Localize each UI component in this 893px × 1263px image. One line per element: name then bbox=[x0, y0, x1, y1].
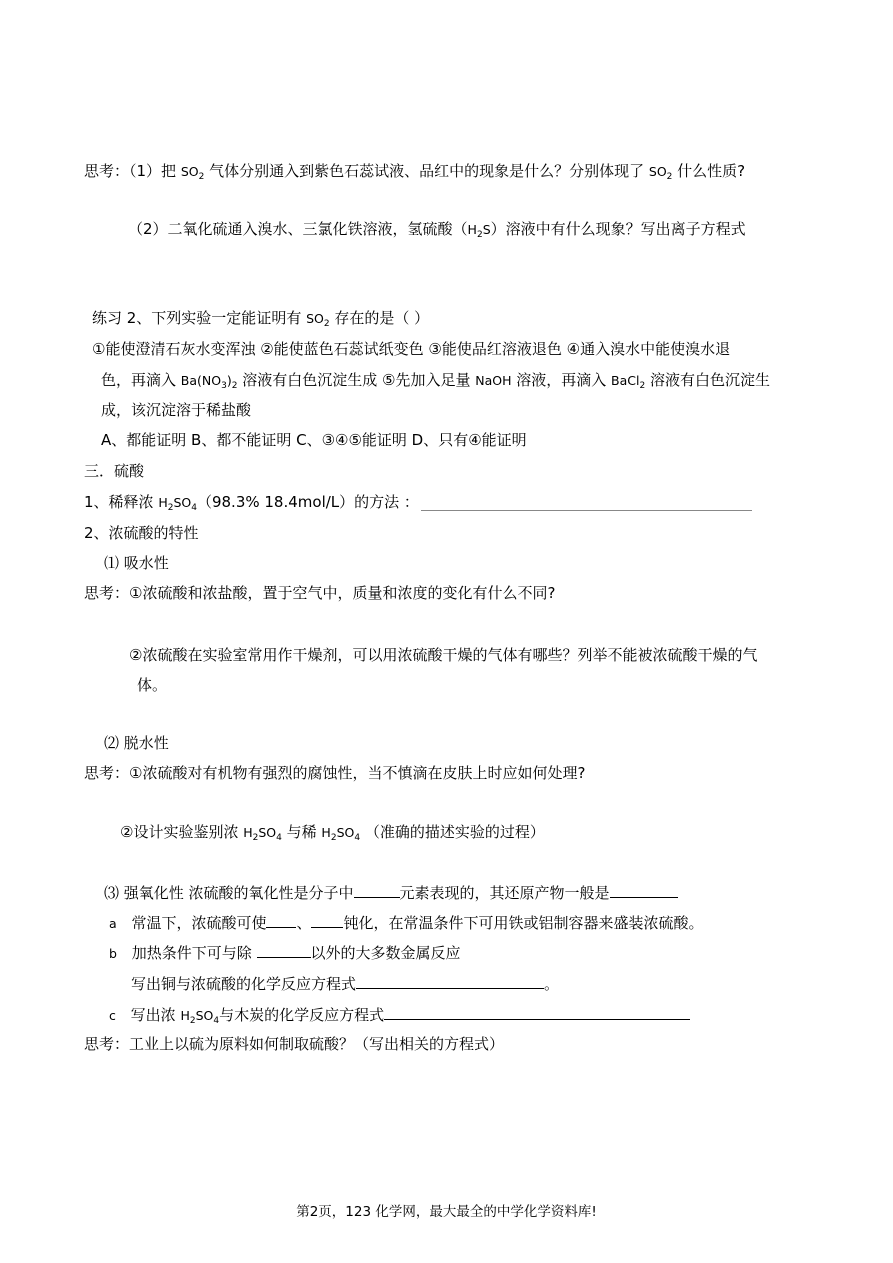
page-footer: 第2页，123 化学网，最大最全的中学化学资料库! bbox=[296, 1204, 597, 1220]
item2: 2、浓硫酸的特性 bbox=[84, 524, 199, 542]
blank-element[interactable] bbox=[354, 883, 400, 898]
item-b-equation: 写出铜与浓硫酸的化学反应方程式 。 bbox=[131, 975, 560, 993]
blank-carbon-equation[interactable] bbox=[384, 1005, 690, 1020]
exercise-options: A、都能证明 B、都不能证明 C、③④⑤能证明 D、只有④能证明 bbox=[101, 431, 527, 449]
think-a: 思考：①浓硫酸和浓盐酸，置于空气中，质量和浓度的变化有什么不同? bbox=[84, 584, 556, 602]
item-c: c 写出浓 $H_2SO_4$与木炭的化学反应方程式 bbox=[109, 1005, 690, 1026]
property-2: ⑵ 脱水性 bbox=[104, 734, 169, 752]
exercise-line2: 色，再滴入 $Ba(NO_3)_2$ 溶液有白色沉淀生成 ⑤先加入足量 NaOH 溶液，再滴入 BaCl$_2$ 溶液有白色沉淀生 bbox=[101, 371, 770, 391]
section-heading: 三．硫酸 bbox=[84, 462, 145, 480]
blank-metal-2[interactable] bbox=[311, 913, 343, 928]
think-d: ②设计实验鉴别浓 $H_2SO_4$ 与稀 $H_2SO_4$ （准确的描述实验的过程） bbox=[120, 823, 545, 843]
property-1: ⑴ 吸水性 bbox=[104, 554, 169, 572]
exercise-line3: 成，该沉淀溶于稀盐酸 bbox=[101, 401, 252, 419]
think-q2: （2）二氧化硫通入溴水、三氯化铁溶液，氢硫酸$(H_2S)$溶液中有什么现象？写出离子方程式 bbox=[128, 220, 746, 240]
item-a: a 常温下，浓硫酸可使 、 钝化，在常温条件下可用铁或铝制容器来盛装浓硫酸。 bbox=[109, 914, 704, 932]
answer-line-dilute bbox=[421, 510, 752, 511]
item1: 1、稀释浓 $H_2SO_4(98.3\%$ 18.4mol/L）的方法 ： bbox=[84, 493, 419, 513]
blank-cu-equation[interactable] bbox=[356, 974, 544, 989]
item-b: b 加热条件下可与除 以外的大多数金属反应 bbox=[109, 944, 461, 962]
think-b: ②浓硫酸在实验室常用作干燥剂，可以用浓硫酸干燥的气体有哪些？列举不能被浓硫酸干燥的气 bbox=[129, 646, 758, 664]
exercise-line1: ①能使澄清石灰水变浑浊 ②能使蓝色石蕊试纸变色 ③能使品红溶液退色 ④通入溴水中能使溴水退 bbox=[92, 340, 731, 358]
blank-reduction-product[interactable] bbox=[610, 883, 678, 898]
think-c: 思考：①浓硫酸对有机物有强烈的腐蚀性，当不慎滴在皮肤上时应如何处理? bbox=[84, 764, 586, 782]
think-b2: 体。 bbox=[137, 676, 168, 694]
think-q1: 思考：（1）把 $SO_2$ 气体分别通入到紫色石蕊试液、品红中的现象是什么？分别体现了 $SO_2$ 什么性质? bbox=[84, 162, 746, 182]
blank-metal-1[interactable] bbox=[266, 913, 296, 928]
exercise-stem: 练习 2、下列实验一定能证明有 $SO_2$ 存在的是（ ） bbox=[92, 309, 430, 329]
property-3: ⑶ 强氧化性 浓硫酸的氧化性是分子中 元素表现的，其还原产物一般是 bbox=[104, 883, 678, 903]
think-e: 思考：工业上以硫为原料如何制取硫酸？（写出相关的方程式） bbox=[84, 1035, 505, 1053]
blank-exception[interactable] bbox=[257, 943, 311, 958]
